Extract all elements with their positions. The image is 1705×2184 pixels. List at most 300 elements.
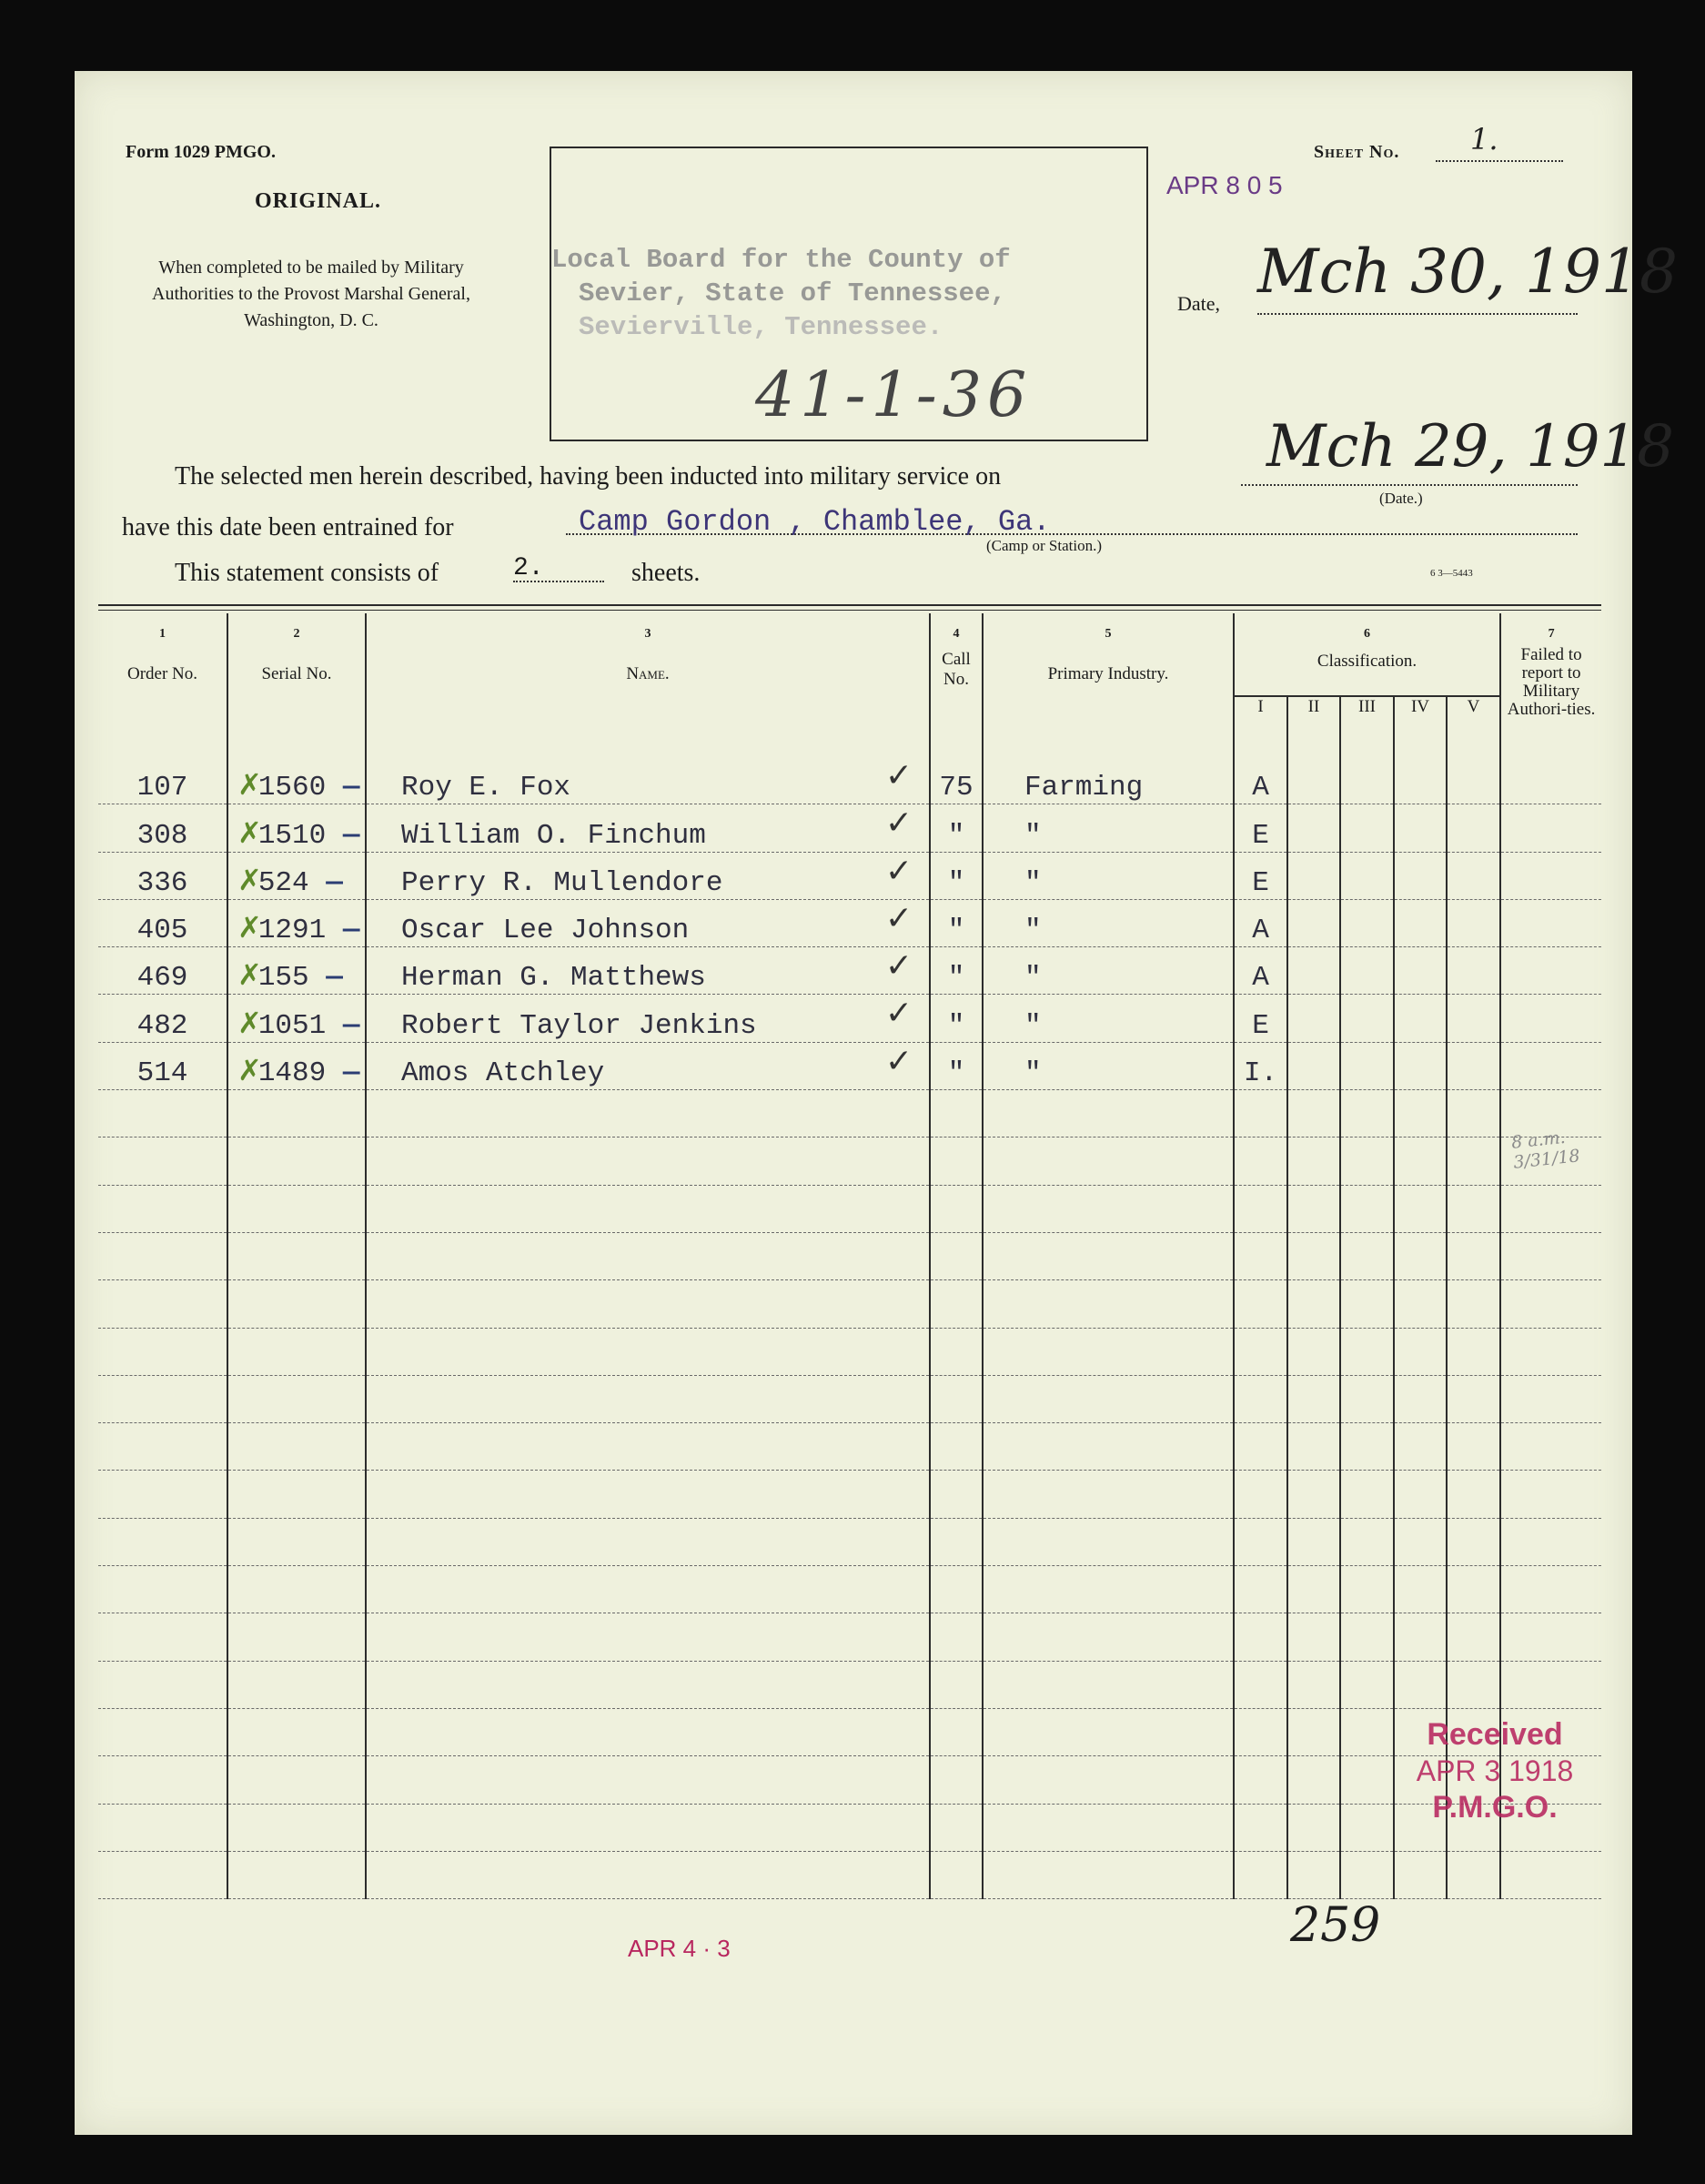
empty-cell bbox=[227, 1280, 366, 1328]
empty-cell bbox=[1447, 1518, 1500, 1565]
empty-cell bbox=[1447, 1328, 1500, 1375]
order-no: 514 bbox=[98, 1042, 227, 1089]
table-cell bbox=[1500, 899, 1601, 946]
empty-cell bbox=[1340, 1661, 1394, 1708]
empty-cell bbox=[98, 1613, 227, 1661]
inducted-date: Mch 29, 1918 bbox=[1266, 413, 1674, 480]
check-mark-icon: ✓ bbox=[884, 852, 913, 890]
table-cell bbox=[1447, 757, 1500, 804]
table-row bbox=[98, 852, 1601, 899]
camp-value: Camp Gordon , Chamblee, Ga. bbox=[579, 505, 1051, 539]
board-stamp-text bbox=[551, 243, 1097, 344]
empty-cell bbox=[98, 1185, 227, 1232]
empty-cell bbox=[1447, 1566, 1500, 1613]
dash-mark-icon: — bbox=[326, 819, 360, 852]
empty-cell bbox=[983, 1566, 1234, 1613]
empty-cell bbox=[98, 1090, 227, 1138]
empty-cell bbox=[983, 1375, 1234, 1422]
serial-no: 1489 bbox=[257, 1057, 327, 1090]
empty-cell bbox=[1340, 1328, 1394, 1375]
table-row bbox=[98, 995, 1601, 1042]
sheet-label: Sheet No. bbox=[1314, 142, 1400, 162]
empty-cell bbox=[1447, 1851, 1500, 1898]
table-cell bbox=[1287, 852, 1340, 899]
empty-row bbox=[98, 1471, 1601, 1518]
table-cell bbox=[227, 804, 366, 852]
sheets-count: 2. bbox=[513, 554, 544, 582]
dash-mark-icon: — bbox=[326, 772, 360, 804]
empty-cell bbox=[983, 1328, 1234, 1375]
empty-cell bbox=[1287, 1851, 1340, 1898]
empty-cell bbox=[1234, 1471, 1287, 1518]
empty-cell bbox=[1394, 1375, 1447, 1422]
inductee-name: Robert Taylor Jenkins bbox=[401, 1009, 757, 1042]
col-number: 2 bbox=[293, 627, 300, 641]
table-cell bbox=[1394, 757, 1447, 804]
form-sheet bbox=[75, 71, 1678, 2135]
empty-row bbox=[98, 1708, 1601, 1755]
primary-industry: " bbox=[983, 899, 1234, 946]
check-x-mark-icon: ✗ bbox=[237, 814, 262, 850]
empty-cell bbox=[1340, 1804, 1394, 1851]
empty-cell bbox=[930, 1756, 983, 1804]
board-stamp-line3: Sevierville, Tennessee. bbox=[579, 312, 943, 342]
table-cell bbox=[1394, 1042, 1447, 1089]
check-mark-icon: ✓ bbox=[884, 1042, 913, 1080]
table-row bbox=[98, 804, 1601, 852]
empty-cell bbox=[227, 1708, 366, 1755]
empty-cell bbox=[227, 1375, 366, 1422]
table-cell bbox=[1340, 995, 1394, 1042]
table-cell bbox=[1340, 899, 1394, 946]
empty-cell bbox=[1234, 1138, 1287, 1185]
empty-cell bbox=[983, 1613, 1234, 1661]
empty-cell bbox=[1340, 1566, 1394, 1613]
empty-cell bbox=[1234, 1375, 1287, 1422]
empty-cell bbox=[227, 1566, 366, 1613]
empty-row bbox=[98, 1423, 1601, 1471]
table-cell bbox=[1287, 899, 1340, 946]
call-no: " bbox=[930, 899, 983, 946]
empty-cell bbox=[98, 1375, 227, 1422]
table-cell bbox=[227, 947, 366, 995]
received-stamp-line3: P.M.G.O. bbox=[1432, 1790, 1558, 1825]
table-cell bbox=[1340, 947, 1394, 995]
empty-cell bbox=[1394, 1661, 1447, 1708]
col-label: Call No. bbox=[942, 650, 971, 689]
empty-cell bbox=[1234, 1566, 1287, 1613]
classification: I. bbox=[1234, 1042, 1287, 1089]
check-mark-icon: ✓ bbox=[884, 757, 913, 794]
empty-cell bbox=[1447, 1471, 1500, 1518]
table-cell bbox=[1447, 995, 1500, 1042]
empty-cell bbox=[227, 1328, 366, 1375]
empty-cell bbox=[1500, 1613, 1601, 1661]
empty-cell bbox=[1287, 1423, 1340, 1471]
table-cell bbox=[1447, 852, 1500, 899]
class-sub-iv: IV bbox=[1394, 696, 1447, 757]
empty-cell bbox=[1234, 1280, 1287, 1328]
table-cell bbox=[1394, 804, 1447, 852]
table-cell bbox=[1394, 995, 1447, 1042]
empty-cell bbox=[227, 1471, 366, 1518]
empty-row bbox=[98, 1280, 1601, 1328]
call-no: " bbox=[930, 947, 983, 995]
col-label: Serial No. bbox=[261, 664, 332, 683]
sheet-dotline bbox=[1436, 160, 1563, 162]
serial-no: 1291 bbox=[257, 915, 327, 947]
empty-cell bbox=[227, 1090, 366, 1138]
serial-no: 1051 bbox=[257, 1009, 327, 1042]
table-cell bbox=[1500, 1042, 1601, 1089]
table-cell bbox=[1394, 852, 1447, 899]
col-label: Failed to report to Military Authori-ties. bbox=[1507, 645, 1596, 719]
handwritten-number: 259 bbox=[1290, 1898, 1381, 1953]
table-row bbox=[98, 947, 1601, 995]
empty-cell bbox=[930, 1232, 983, 1279]
table-cell bbox=[1500, 995, 1601, 1042]
form-id: Form 1029 PMGO. bbox=[126, 142, 276, 162]
empty-cell bbox=[1287, 1804, 1340, 1851]
failed-note: 8 a.m. 3/31/18 bbox=[1510, 1127, 1581, 1173]
empty-cell bbox=[1234, 1185, 1287, 1232]
empty-cell bbox=[227, 1613, 366, 1661]
empty-row bbox=[98, 1756, 1601, 1804]
empty-cell bbox=[930, 1280, 983, 1328]
empty-cell bbox=[1447, 1232, 1500, 1279]
dash-mark-icon: — bbox=[326, 1057, 360, 1090]
empty-cell bbox=[1287, 1138, 1340, 1185]
empty-cell bbox=[1340, 1138, 1394, 1185]
class-sub-iii: III bbox=[1340, 696, 1394, 757]
sheets-statement-post: sheets. bbox=[631, 559, 701, 587]
inductee-name: Roy E. Fox bbox=[401, 772, 571, 804]
empty-cell bbox=[1234, 1518, 1287, 1565]
check-x-mark-icon: ✗ bbox=[237, 1005, 262, 1040]
empty-cell bbox=[930, 1661, 983, 1708]
col-header-industry bbox=[983, 613, 1234, 757]
check-x-mark-icon: ✗ bbox=[237, 957, 262, 993]
empty-cell bbox=[983, 1518, 1234, 1565]
empty-cell bbox=[1447, 1138, 1500, 1185]
serial-no: 524 bbox=[257, 866, 309, 899]
empty-cell bbox=[366, 1756, 930, 1804]
empty-cell bbox=[983, 1090, 1234, 1138]
empty-cell bbox=[930, 1804, 983, 1851]
call-no: " bbox=[930, 1042, 983, 1089]
empty-cell bbox=[366, 1090, 930, 1138]
empty-cell bbox=[983, 1804, 1234, 1851]
inducted-statement: The selected men herein described, having been inducted into military service on bbox=[175, 462, 1002, 490]
classification: A bbox=[1234, 899, 1287, 946]
camp-caption: (Camp or Station.) bbox=[986, 537, 1103, 554]
empty-cell bbox=[1447, 1613, 1500, 1661]
table-cell bbox=[366, 852, 930, 899]
empty-cell bbox=[1394, 1851, 1447, 1898]
table-cell bbox=[227, 757, 366, 804]
empty-row bbox=[98, 1138, 1601, 1185]
empty-cell bbox=[1500, 1661, 1601, 1708]
col-number: 6 bbox=[1364, 627, 1371, 641]
table-cell bbox=[1500, 804, 1601, 852]
serial-no: 1510 bbox=[257, 819, 327, 852]
empty-cell bbox=[930, 1138, 983, 1185]
empty-row bbox=[98, 1090, 1601, 1138]
empty-cell bbox=[98, 1518, 227, 1565]
empty-cell bbox=[1340, 1375, 1394, 1422]
empty-cell bbox=[1287, 1185, 1340, 1232]
table-cell bbox=[366, 804, 930, 852]
table-cell bbox=[1394, 899, 1447, 946]
empty-cell bbox=[1394, 1185, 1447, 1232]
empty-cell bbox=[1500, 1280, 1601, 1328]
empty-cell bbox=[366, 1471, 930, 1518]
empty-cell bbox=[1394, 1138, 1447, 1185]
empty-cell bbox=[227, 1804, 366, 1851]
sheets-statement-pre: This statement consists of bbox=[175, 559, 439, 587]
primary-industry: " bbox=[983, 804, 1234, 852]
order-no: 469 bbox=[98, 947, 227, 995]
order-no: 405 bbox=[98, 899, 227, 946]
table-cell bbox=[1447, 1042, 1500, 1089]
empty-cell bbox=[98, 1851, 227, 1898]
empty-cell bbox=[98, 1566, 227, 1613]
empty-row bbox=[98, 1851, 1601, 1898]
order-no: 482 bbox=[98, 995, 227, 1042]
empty-cell bbox=[1234, 1708, 1287, 1755]
primary-industry: " bbox=[983, 852, 1234, 899]
empty-cell bbox=[1394, 1090, 1447, 1138]
received-stamp bbox=[1390, 1716, 1599, 1825]
empty-cell bbox=[1234, 1090, 1287, 1138]
table-cell bbox=[1340, 1042, 1394, 1089]
empty-cell bbox=[227, 1518, 366, 1565]
empty-cell bbox=[1340, 1185, 1394, 1232]
primary-industry: " bbox=[983, 1042, 1234, 1089]
empty-cell bbox=[98, 1708, 227, 1755]
empty-cell bbox=[1234, 1851, 1287, 1898]
empty-cell bbox=[98, 1804, 227, 1851]
empty-cell bbox=[98, 1328, 227, 1375]
inductee-name: Oscar Lee Johnson bbox=[401, 915, 690, 947]
empty-cell bbox=[366, 1328, 930, 1375]
empty-cell bbox=[983, 1138, 1234, 1185]
serial-no: 155 bbox=[257, 962, 309, 995]
empty-cell bbox=[1287, 1471, 1340, 1518]
empty-cell bbox=[983, 1280, 1234, 1328]
empty-cell bbox=[1287, 1756, 1340, 1804]
empty-cell bbox=[930, 1566, 983, 1613]
empty-cell bbox=[983, 1756, 1234, 1804]
empty-cell bbox=[1287, 1375, 1340, 1422]
table-cell bbox=[1287, 757, 1340, 804]
empty-cell bbox=[227, 1756, 366, 1804]
empty-row bbox=[98, 1328, 1601, 1375]
sheet-number: 1. bbox=[1470, 122, 1498, 157]
empty-cell bbox=[1500, 1185, 1601, 1232]
empty-cell bbox=[983, 1232, 1234, 1279]
table-row bbox=[98, 757, 1601, 804]
table-cell bbox=[1340, 757, 1394, 804]
date-dotline bbox=[1257, 313, 1578, 315]
empty-cell bbox=[98, 1232, 227, 1279]
empty-cell bbox=[366, 1518, 930, 1565]
inductee-name: Perry R. Mullendore bbox=[401, 866, 723, 899]
empty-cell bbox=[930, 1090, 983, 1138]
empty-cell bbox=[930, 1423, 983, 1471]
empty-cell bbox=[1234, 1756, 1287, 1804]
empty-cell bbox=[1447, 1661, 1500, 1708]
board-stamp-line1: Local Board for the County of bbox=[551, 245, 1011, 275]
date-stamp-bottom: APR 4 · 3 bbox=[628, 1935, 731, 1962]
col-number: 3 bbox=[644, 627, 651, 641]
col-header-serial bbox=[227, 613, 366, 757]
empty-cell bbox=[1340, 1613, 1394, 1661]
empty-cell bbox=[1447, 1185, 1500, 1232]
empty-cell bbox=[1500, 1851, 1601, 1898]
empty-cell bbox=[1394, 1518, 1447, 1565]
empty-cell bbox=[1340, 1851, 1394, 1898]
empty-cell bbox=[983, 1423, 1234, 1471]
col-header-classification bbox=[1234, 613, 1500, 696]
col-label: Primary Industry. bbox=[1047, 664, 1169, 683]
empty-cell bbox=[1394, 1280, 1447, 1328]
empty-cell bbox=[930, 1518, 983, 1565]
empty-cell bbox=[227, 1232, 366, 1279]
empty-cell bbox=[1394, 1471, 1447, 1518]
empty-cell bbox=[1234, 1423, 1287, 1471]
header-rule-top bbox=[98, 604, 1601, 606]
empty-cell bbox=[227, 1661, 366, 1708]
classification: E bbox=[1234, 804, 1287, 852]
check-mark-icon: ✓ bbox=[884, 899, 913, 937]
empty-cell bbox=[983, 1708, 1234, 1755]
empty-cell bbox=[1234, 1232, 1287, 1279]
call-no: " bbox=[930, 804, 983, 852]
empty-cell bbox=[366, 1708, 930, 1755]
call-no: " bbox=[930, 995, 983, 1042]
empty-cell bbox=[983, 1471, 1234, 1518]
empty-cell bbox=[1500, 1518, 1601, 1565]
table-cell bbox=[1287, 1042, 1340, 1089]
empty-cell bbox=[1287, 1518, 1340, 1565]
primary-industry: Farming bbox=[983, 757, 1234, 804]
empty-cell bbox=[1340, 1090, 1394, 1138]
classification: A bbox=[1234, 947, 1287, 995]
col-number: 1 bbox=[159, 627, 166, 641]
empty-cell bbox=[1287, 1232, 1340, 1279]
header-rule-bottom bbox=[98, 610, 1601, 611]
empty-row bbox=[98, 1661, 1601, 1708]
empty-cell bbox=[98, 1471, 227, 1518]
order-no: 107 bbox=[98, 757, 227, 804]
dash-mark-icon: — bbox=[326, 915, 360, 947]
call-no: " bbox=[930, 852, 983, 899]
table-cell bbox=[1500, 852, 1601, 899]
empty-row bbox=[98, 1566, 1601, 1613]
empty-cell bbox=[1500, 1328, 1601, 1375]
empty-cell bbox=[930, 1185, 983, 1232]
empty-cell bbox=[1500, 1232, 1601, 1279]
empty-cell bbox=[1447, 1375, 1500, 1422]
table-cell bbox=[366, 1042, 930, 1089]
empty-cell bbox=[1340, 1423, 1394, 1471]
empty-row bbox=[98, 1518, 1601, 1565]
empty-cell bbox=[98, 1138, 227, 1185]
table-cell bbox=[366, 995, 930, 1042]
print-code: 6 3—5443 bbox=[1430, 568, 1473, 579]
empty-cell bbox=[1447, 1090, 1500, 1138]
local-board-stamp-box bbox=[550, 147, 1148, 441]
received-stamp-line1: Received bbox=[1427, 1717, 1563, 1752]
serial-no: 1560 bbox=[257, 772, 327, 804]
empty-cell bbox=[227, 1185, 366, 1232]
classification: E bbox=[1234, 995, 1287, 1042]
empty-cell bbox=[930, 1613, 983, 1661]
empty-cell bbox=[930, 1471, 983, 1518]
table-cell bbox=[1447, 947, 1500, 995]
table-cell bbox=[1500, 757, 1601, 804]
col-number: 4 bbox=[953, 627, 960, 641]
empty-cell bbox=[227, 1138, 366, 1185]
empty-cell bbox=[1287, 1613, 1340, 1661]
check-mark-icon: ✓ bbox=[884, 947, 913, 986]
empty-cell bbox=[366, 1280, 930, 1328]
empty-cell bbox=[1287, 1090, 1340, 1138]
order-no: 336 bbox=[98, 852, 227, 899]
empty-cell bbox=[1500, 1423, 1601, 1471]
empty-cell bbox=[930, 1708, 983, 1755]
empty-cell bbox=[1287, 1280, 1340, 1328]
col-label: Order No. bbox=[126, 664, 198, 683]
empty-cell bbox=[1447, 1280, 1500, 1328]
table-cell bbox=[366, 757, 930, 804]
empty-cell bbox=[366, 1232, 930, 1279]
empty-cell bbox=[1394, 1613, 1447, 1661]
empty-cell bbox=[1394, 1423, 1447, 1471]
empty-cell bbox=[1340, 1708, 1394, 1755]
date-label: Date, bbox=[1177, 292, 1221, 315]
classification: A bbox=[1234, 757, 1287, 804]
empty-cell bbox=[930, 1375, 983, 1422]
col-header-call bbox=[930, 613, 983, 757]
empty-cell bbox=[930, 1328, 983, 1375]
col-header-name bbox=[366, 613, 930, 757]
col-number: 7 bbox=[1548, 627, 1555, 641]
table-row bbox=[98, 1042, 1601, 1089]
empty-cell bbox=[1394, 1566, 1447, 1613]
empty-cell bbox=[1500, 1566, 1601, 1613]
empty-cell bbox=[98, 1756, 227, 1804]
mail-instructions: When completed to be mailed by Military Authorities to the Provost Marshal General, Washington, D. C. bbox=[152, 258, 470, 330]
entrained-statement: have this date been entrained for bbox=[122, 513, 454, 541]
order-no: 308 bbox=[98, 804, 227, 852]
copy-label: ORIGINAL. bbox=[255, 189, 382, 213]
empty-cell bbox=[1287, 1708, 1340, 1755]
class-sub-i: I bbox=[1234, 696, 1287, 757]
call-no: 75 bbox=[930, 757, 983, 804]
board-number: 41-1-36 bbox=[755, 359, 1033, 431]
date-value: Mch 30, 1918 bbox=[1257, 237, 1678, 307]
col-header-failed bbox=[1500, 613, 1601, 757]
empty-cell bbox=[930, 1851, 983, 1898]
table-cell bbox=[227, 899, 366, 946]
empty-row bbox=[98, 1613, 1601, 1661]
check-x-mark-icon: ✗ bbox=[237, 862, 262, 897]
table-cell bbox=[1394, 947, 1447, 995]
empty-cell bbox=[366, 1375, 930, 1422]
empty-cell bbox=[1340, 1518, 1394, 1565]
